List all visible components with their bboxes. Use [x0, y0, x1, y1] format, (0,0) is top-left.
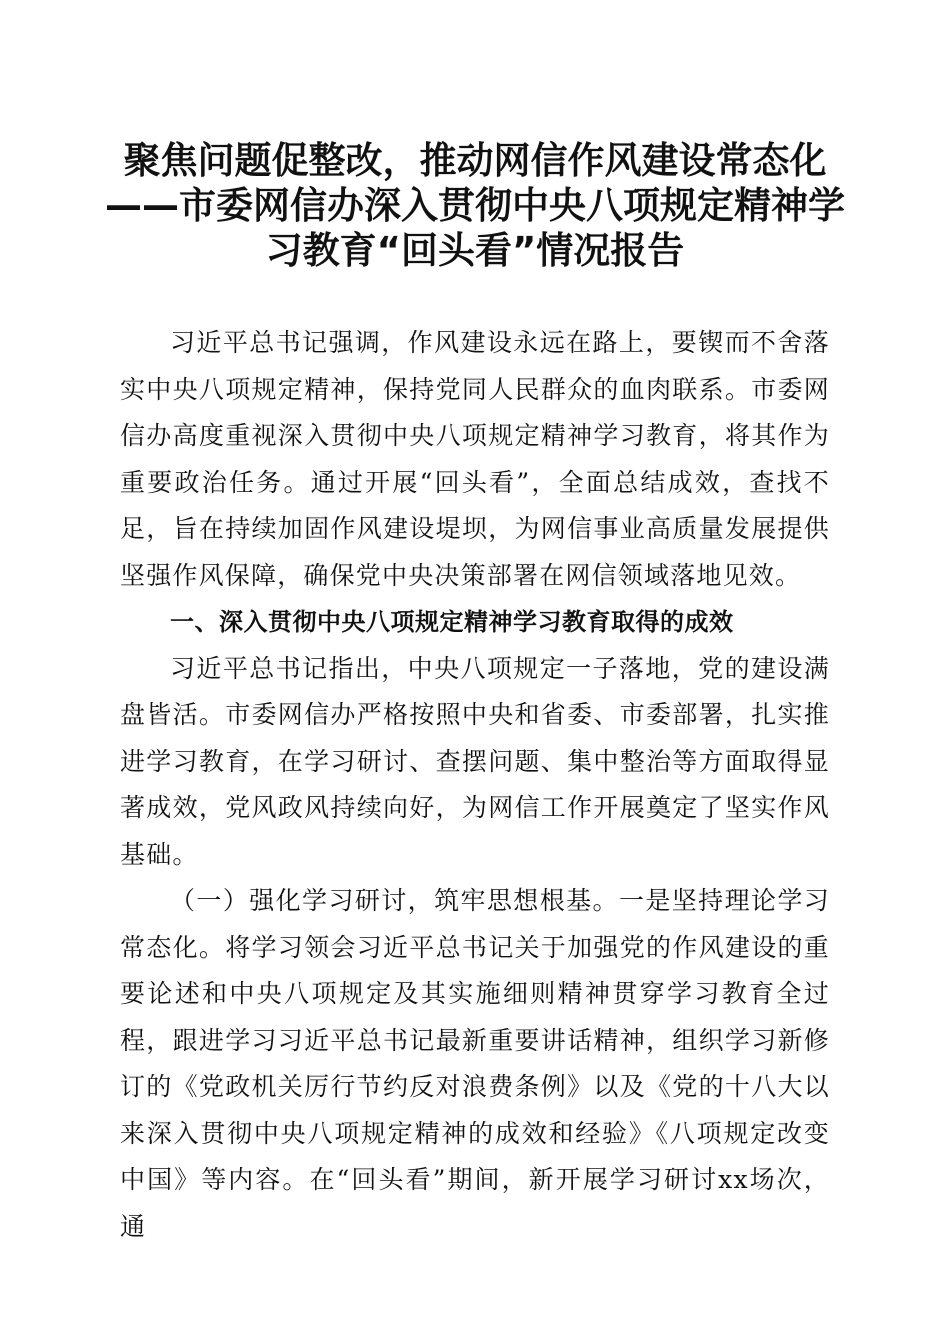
subsection-1-text: 一是坚持理论学习常态化。将学习领会习近平总书记关于加强党的作风建设的重要论述和中央八项规定及其实施细则精神贯穿学习教育全过程，跟进学习习近平总书记最新重要讲话精神，组织学习新修订的《党政机关厉行节约反对浪费条例》以及《党的十八大以来深入贯彻中央八项规定精神的成效和经验》《八项规定改变中国》等内容。在“回头看”期间，新开展学习研讨xx场次，通	[120, 886, 830, 1241]
intro-paragraph: 习近平总书记强调，作风建设永远在路上，要锲而不舍落实中央八项规定精神，保持党同人民群众的血肉联系。市委网信办高度重视深入贯彻中央八项规定精神学习教育，将其作为重要政治任务。通过开展“回头看”，全面总结成效，查找不足，旨在持续加固作风建设堤坝，为网信事业高质量发展提供坚强作风保障，确保党中央决策部署在网信领域落地见效。	[120, 328, 830, 590]
subsection-1-lead: （一）强化学习研讨，筑牢思想根基。	[170, 886, 619, 915]
section-heading-1: 一、深入贯彻中央八项规定精神学习教育取得的成效	[170, 608, 734, 636]
section-1-paragraph: 习近平总书记指出，中央八项规定一子落地，党的建设满盘皆活。市委网信办严格按照中央和省委、市委部署，扎实推进学习教育，在学习研讨、查摆问题、集中整治等方面取得显著成效，党风政风持续向好，为网信工作开展奠定了坚实作风基础。	[120, 653, 830, 869]
document-title	[100, 138, 850, 273]
title-line-3: 习教育“回头看”情况报告	[265, 229, 685, 272]
subsection-1-paragraph	[120, 878, 830, 1250]
title-line-2: ——市委网信办深入贯彻中央八项规定精神学	[105, 184, 845, 227]
document-body	[120, 320, 830, 1250]
title-line-1: 聚焦问题促整改，推动网信作风建设常态化	[123, 139, 827, 182]
